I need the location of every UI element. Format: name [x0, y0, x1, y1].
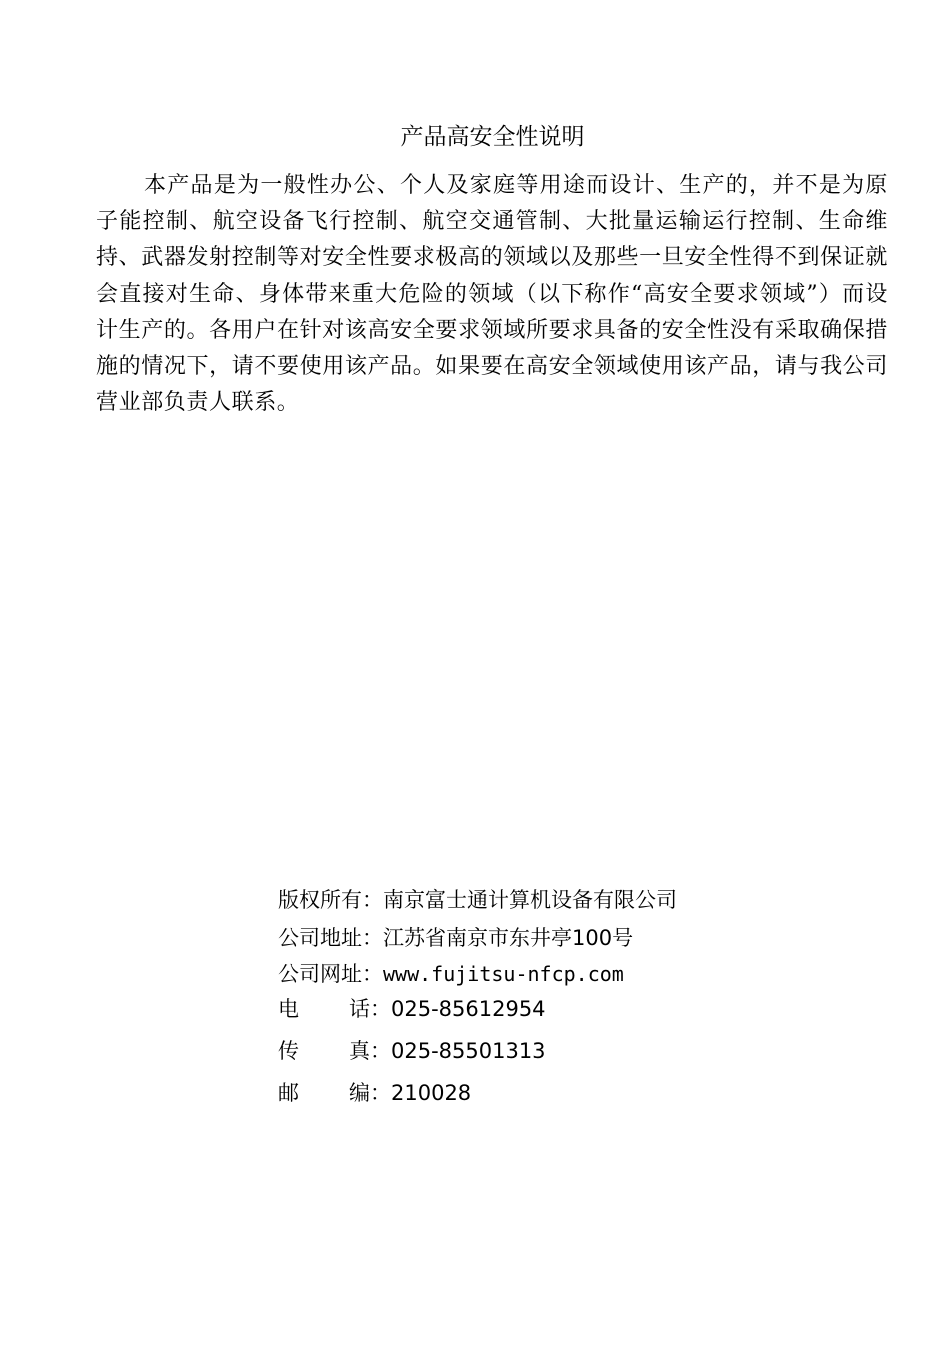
phone-value: 025-85612954 — [391, 997, 546, 1021]
copyright-value: 南京富士通计算机设备有限公司 — [383, 888, 677, 912]
fax-row — [278, 1036, 546, 1066]
fax-label-char: 传 — [278, 1039, 299, 1063]
postcode-label-char: 邮 — [278, 1081, 299, 1105]
phone-label-colon: 话： — [349, 997, 391, 1021]
postcode-label-colon: 编： — [349, 1081, 391, 1105]
fax-label-colon: 真： — [349, 1039, 391, 1063]
website-label: 公司网址： — [278, 962, 383, 986]
postcode-value: 210028 — [391, 1081, 472, 1105]
copyright-label: 版权所有： — [278, 888, 383, 912]
fax-value: 025-85501313 — [391, 1039, 546, 1063]
postcode-row — [278, 1078, 471, 1108]
phone-row — [278, 994, 546, 1024]
phone-label-char: 电 — [278, 997, 299, 1021]
address-row — [278, 923, 633, 953]
document-title: 产品高安全性说明 — [400, 124, 585, 150]
address-value: 江苏省南京市东井亭100号 — [383, 926, 634, 950]
website-value[interactable]: www.fujitsu-nfcp.com — [383, 962, 624, 986]
copyright-row — [278, 885, 677, 915]
safety-notice-paragraph: 本产品是为一般性办公、个人及家庭等用途而设计、生产的，并不是为原子能控制、航空设备飞行控制、航空交通管制、大批量运输运行控制、生命维持、武器发射控制等对安全性要求极高的领域以及那些一旦安全性得不到保证就会直接对生命、身体带来重大危险的领域（以下称作“高安全要求领域”）而设计生产的。各用户在针对该高安全要求领域所要求具备的安全性没有采取确保措施的情况下，请不要使用该产品。如果要在高安全领域使用该产品，请与我公司营业部负责人联系。 — [96, 173, 888, 416]
address-label: 公司地址： — [278, 926, 383, 950]
website-row — [278, 959, 624, 989]
